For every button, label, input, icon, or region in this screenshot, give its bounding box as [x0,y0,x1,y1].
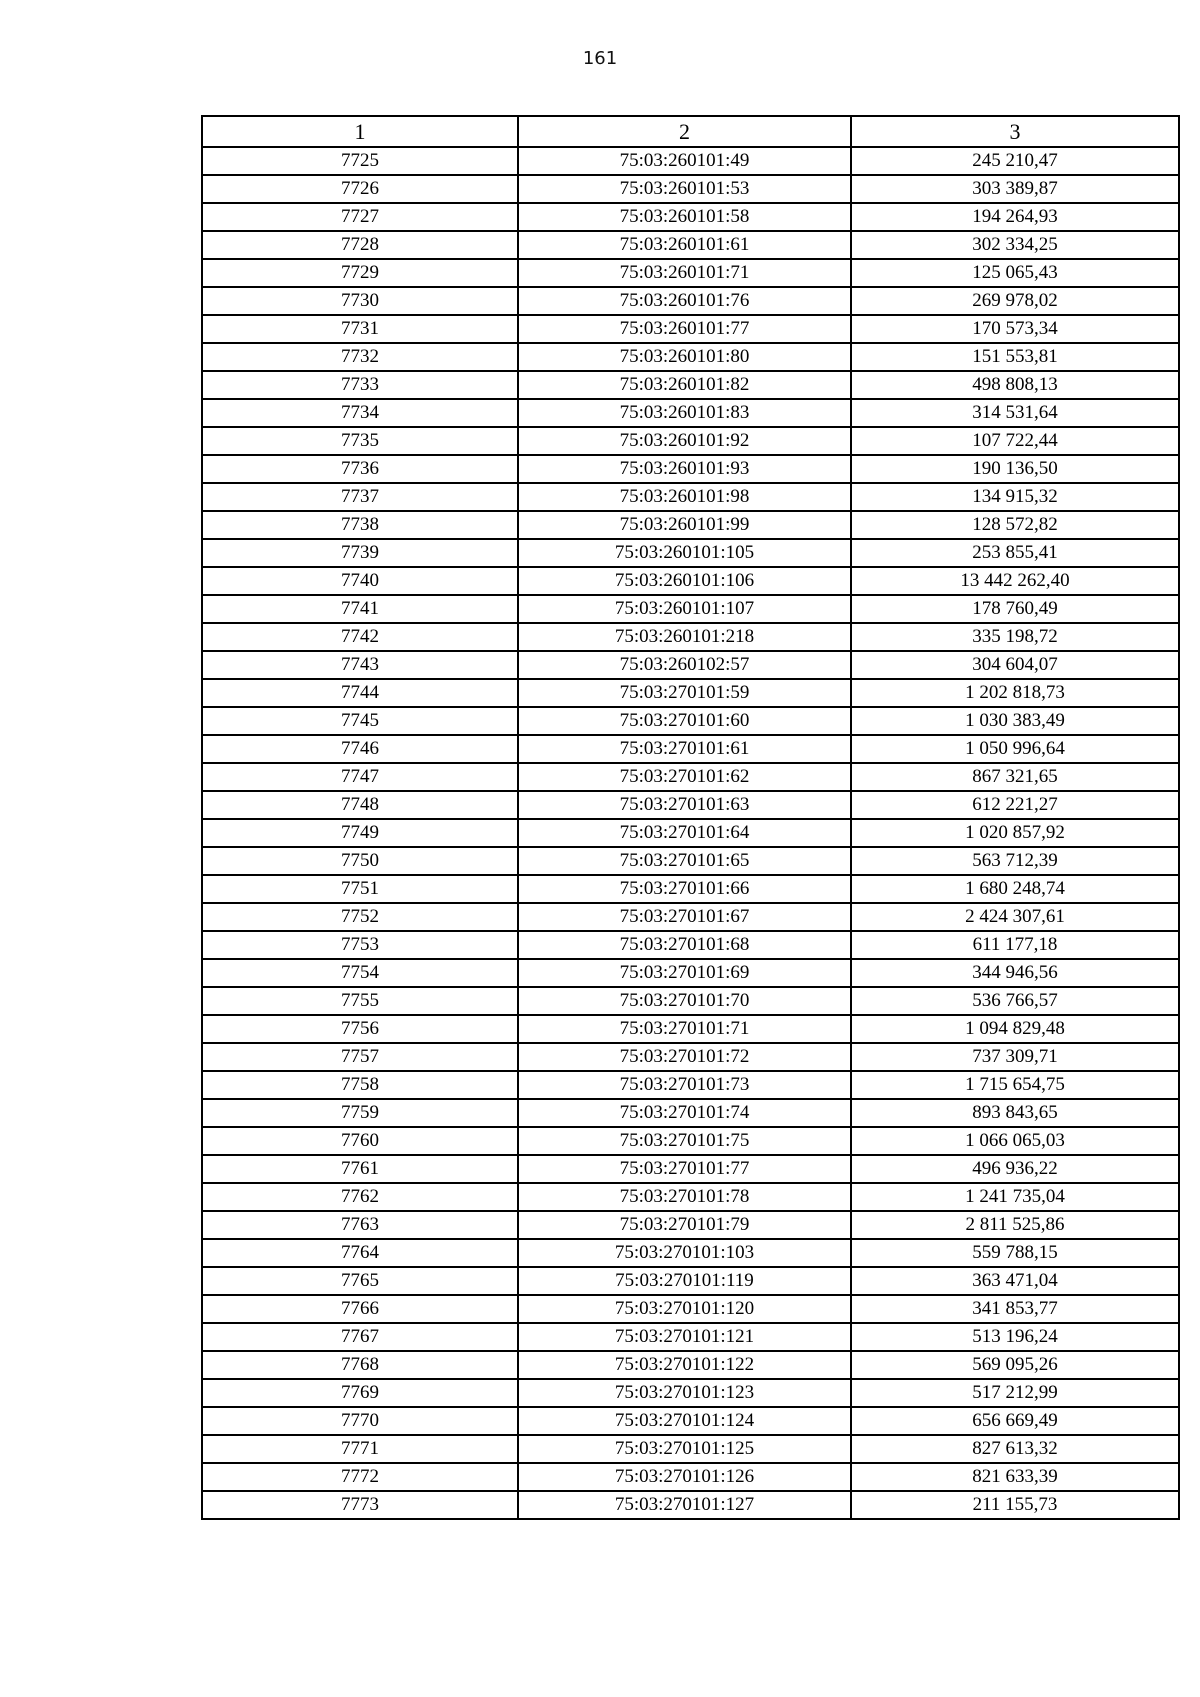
table-row [202,399,1179,427]
value-cell: 245 210,47 [851,147,1179,175]
cadastral-number-cell: 75:03:270101:66 [518,875,851,903]
cadastral-number-cell: 75:03:260101:105 [518,539,851,567]
value-cell: 1 241 735,04 [851,1183,1179,1211]
cadastral-number-cell: 75:03:270101:126 [518,1463,851,1491]
row-number-cell: 7764 [202,1239,518,1267]
value-cell: 737 309,71 [851,1043,1179,1071]
table-row [202,903,1179,931]
table-row [202,875,1179,903]
value-cell: 612 221,27 [851,791,1179,819]
cadastral-number-cell: 75:03:270101:103 [518,1239,851,1267]
table-row [202,1099,1179,1127]
row-number-cell: 7769 [202,1379,518,1407]
table-row [202,1295,1179,1323]
table-row [202,1127,1179,1155]
value-cell: 1 030 383,49 [851,707,1179,735]
table-row [202,1015,1179,1043]
value-cell: 253 855,41 [851,539,1179,567]
table-row [202,819,1179,847]
cadastral-number-cell: 75:03:270101:71 [518,1015,851,1043]
row-number-cell: 7735 [202,427,518,455]
row-number-cell: 7733 [202,371,518,399]
table-row [202,1491,1179,1519]
cadastral-number-cell: 75:03:270101:127 [518,1491,851,1519]
table-row [202,511,1179,539]
cadastral-number-cell: 75:03:260101:53 [518,175,851,203]
value-cell: 867 321,65 [851,763,1179,791]
value-cell: 1 020 857,92 [851,819,1179,847]
column-header: 1 [202,116,518,147]
row-number-cell: 7768 [202,1351,518,1379]
table-row [202,455,1179,483]
value-cell: 211 155,73 [851,1491,1179,1519]
table-header [202,116,1179,147]
cadastral-number-cell: 75:03:270101:68 [518,931,851,959]
row-number-cell: 7740 [202,567,518,595]
value-cell: 304 604,07 [851,651,1179,679]
column-header: 3 [851,116,1179,147]
table-row [202,847,1179,875]
row-number-cell: 7738 [202,511,518,539]
cadastral-number-cell: 75:03:270101:72 [518,1043,851,1071]
value-cell: 498 808,13 [851,371,1179,399]
value-cell: 170 573,34 [851,315,1179,343]
cadastral-number-cell: 75:03:260101:80 [518,343,851,371]
cadastral-number-cell: 75:03:270101:65 [518,847,851,875]
row-number-cell: 7732 [202,343,518,371]
value-cell: 611 177,18 [851,931,1179,959]
value-cell: 1 715 654,75 [851,1071,1179,1099]
cadastral-number-cell: 75:03:260101:92 [518,427,851,455]
row-number-cell: 7755 [202,987,518,1015]
table-row [202,1211,1179,1239]
cadastral-number-cell: 75:03:260101:58 [518,203,851,231]
row-number-cell: 7742 [202,623,518,651]
table-row [202,791,1179,819]
value-cell: 341 853,77 [851,1295,1179,1323]
table-row [202,1267,1179,1295]
table-row [202,1463,1179,1491]
row-number-cell: 7752 [202,903,518,931]
table-body [202,147,1179,1519]
cadastral-number-cell: 75:03:270101:73 [518,1071,851,1099]
value-cell: 178 760,49 [851,595,1179,623]
column-header: 2 [518,116,851,147]
row-number-cell: 7748 [202,791,518,819]
row-number-cell: 7746 [202,735,518,763]
cadastral-number-cell: 75:03:260101:76 [518,287,851,315]
value-cell: 13 442 262,40 [851,567,1179,595]
value-cell: 134 915,32 [851,483,1179,511]
cadastral-number-cell: 75:03:270101:79 [518,1211,851,1239]
table-row [202,315,1179,343]
cadastral-number-cell: 75:03:270101:61 [518,735,851,763]
cadastral-number-cell: 75:03:270101:78 [518,1183,851,1211]
row-number-cell: 7730 [202,287,518,315]
row-number-cell: 7759 [202,1099,518,1127]
table-row [202,959,1179,987]
row-number-cell: 7763 [202,1211,518,1239]
table-row [202,987,1179,1015]
row-number-cell: 7750 [202,847,518,875]
row-number-cell: 7729 [202,259,518,287]
value-cell: 1 202 818,73 [851,679,1179,707]
table-row [202,595,1179,623]
value-cell: 303 389,87 [851,175,1179,203]
value-cell: 517 212,99 [851,1379,1179,1407]
value-cell: 302 334,25 [851,231,1179,259]
row-number-cell: 7731 [202,315,518,343]
cadastral-number-cell: 75:03:260101:61 [518,231,851,259]
value-cell: 1 094 829,48 [851,1015,1179,1043]
cadastral-number-cell: 75:03:260101:71 [518,259,851,287]
row-number-cell: 7728 [202,231,518,259]
value-cell: 194 264,93 [851,203,1179,231]
table-row [202,931,1179,959]
header-row [202,116,1179,147]
cadastral-number-cell: 75:03:260101:107 [518,595,851,623]
cadastral-number-cell: 75:03:270101:124 [518,1407,851,1435]
cadastral-number-cell: 75:03:270101:64 [518,819,851,847]
table-row [202,483,1179,511]
value-cell: 335 198,72 [851,623,1179,651]
data-table [201,115,1180,1520]
cadastral-number-cell: 75:03:260101:49 [518,147,851,175]
value-cell: 344 946,56 [851,959,1179,987]
cadastral-number-cell: 75:03:260101:93 [518,455,851,483]
value-cell: 1 050 996,64 [851,735,1179,763]
value-cell: 1 680 248,74 [851,875,1179,903]
table-row [202,1351,1179,1379]
table-row [202,1435,1179,1463]
table-row [202,203,1179,231]
table-row [202,1407,1179,1435]
cadastral-number-cell: 75:03:270101:62 [518,763,851,791]
row-number-cell: 7736 [202,455,518,483]
value-cell: 563 712,39 [851,847,1179,875]
table-row [202,1323,1179,1351]
cadastral-number-cell: 75:03:270101:77 [518,1155,851,1183]
value-cell: 893 843,65 [851,1099,1179,1127]
table-row [202,1379,1179,1407]
row-number-cell: 7770 [202,1407,518,1435]
value-cell: 128 572,82 [851,511,1179,539]
row-number-cell: 7727 [202,203,518,231]
table-row [202,371,1179,399]
row-number-cell: 7758 [202,1071,518,1099]
cadastral-number-cell: 75:03:270101:59 [518,679,851,707]
value-cell: 314 531,64 [851,399,1179,427]
value-cell: 2 811 525,86 [851,1211,1179,1239]
cadastral-number-cell: 75:03:270101:122 [518,1351,851,1379]
row-number-cell: 7753 [202,931,518,959]
row-number-cell: 7745 [202,707,518,735]
cadastral-number-cell: 75:03:270101:74 [518,1099,851,1127]
table-row [202,567,1179,595]
cadastral-number-cell: 75:03:270101:60 [518,707,851,735]
value-cell: 496 936,22 [851,1155,1179,1183]
row-number-cell: 7737 [202,483,518,511]
cadastral-number-cell: 75:03:270101:120 [518,1295,851,1323]
table-row [202,287,1179,315]
value-cell: 559 788,15 [851,1239,1179,1267]
cadastral-number-cell: 75:03:260101:218 [518,623,851,651]
cadastral-number-cell: 75:03:270101:121 [518,1323,851,1351]
table-row [202,1071,1179,1099]
table-row [202,539,1179,567]
value-cell: 821 633,39 [851,1463,1179,1491]
table-row [202,1183,1179,1211]
table-row [202,427,1179,455]
cadastral-number-cell: 75:03:270101:125 [518,1435,851,1463]
row-number-cell: 7734 [202,399,518,427]
value-cell: 513 196,24 [851,1323,1179,1351]
row-number-cell: 7747 [202,763,518,791]
value-cell: 107 722,44 [851,427,1179,455]
cadastral-number-cell: 75:03:270101:70 [518,987,851,1015]
value-cell: 569 095,26 [851,1351,1179,1379]
row-number-cell: 7761 [202,1155,518,1183]
value-cell: 151 553,81 [851,343,1179,371]
row-number-cell: 7741 [202,595,518,623]
table-row [202,343,1179,371]
table-row [202,1155,1179,1183]
value-cell: 1 066 065,03 [851,1127,1179,1155]
table-row [202,651,1179,679]
row-number-cell: 7765 [202,1267,518,1295]
cadastral-number-cell: 75:03:270101:69 [518,959,851,987]
cadastral-number-cell: 75:03:260101:99 [518,511,851,539]
cadastral-number-cell: 75:03:260102:57 [518,651,851,679]
cadastral-number-cell: 75:03:270101:63 [518,791,851,819]
row-number-cell: 7771 [202,1435,518,1463]
table-row [202,623,1179,651]
row-number-cell: 7773 [202,1491,518,1519]
table-row [202,231,1179,259]
row-number-cell: 7743 [202,651,518,679]
row-number-cell: 7744 [202,679,518,707]
row-number-cell: 7749 [202,819,518,847]
table-row [202,707,1179,735]
row-number-cell: 7726 [202,175,518,203]
cadastral-number-cell: 75:03:260101:82 [518,371,851,399]
value-cell: 2 424 307,61 [851,903,1179,931]
page-number: 161 [582,48,618,69]
row-number-cell: 7767 [202,1323,518,1351]
value-cell: 125 065,43 [851,259,1179,287]
cadastral-number-cell: 75:03:260101:77 [518,315,851,343]
row-number-cell: 7756 [202,1015,518,1043]
row-number-cell: 7772 [202,1463,518,1491]
row-number-cell: 7762 [202,1183,518,1211]
cadastral-number-cell: 75:03:260101:106 [518,567,851,595]
table-row [202,1043,1179,1071]
value-cell: 827 613,32 [851,1435,1179,1463]
value-cell: 536 766,57 [851,987,1179,1015]
row-number-cell: 7739 [202,539,518,567]
row-number-cell: 7754 [202,959,518,987]
row-number-cell: 7751 [202,875,518,903]
cadastral-number-cell: 75:03:270101:119 [518,1267,851,1295]
table-row [202,259,1179,287]
table-row [202,1239,1179,1267]
cadastral-number-cell: 75:03:260101:98 [518,483,851,511]
cadastral-number-cell: 75:03:270101:67 [518,903,851,931]
cadastral-number-cell: 75:03:260101:83 [518,399,851,427]
value-cell: 190 136,50 [851,455,1179,483]
table-row [202,735,1179,763]
value-cell: 363 471,04 [851,1267,1179,1295]
table-row [202,679,1179,707]
table-row [202,763,1179,791]
row-number-cell: 7757 [202,1043,518,1071]
row-number-cell: 7766 [202,1295,518,1323]
cadastral-number-cell: 75:03:270101:75 [518,1127,851,1155]
row-number-cell: 7760 [202,1127,518,1155]
cadastral-number-cell: 75:03:270101:123 [518,1379,851,1407]
table-row [202,147,1179,175]
value-cell: 269 978,02 [851,287,1179,315]
value-cell: 656 669,49 [851,1407,1179,1435]
table-row [202,175,1179,203]
row-number-cell: 7725 [202,147,518,175]
